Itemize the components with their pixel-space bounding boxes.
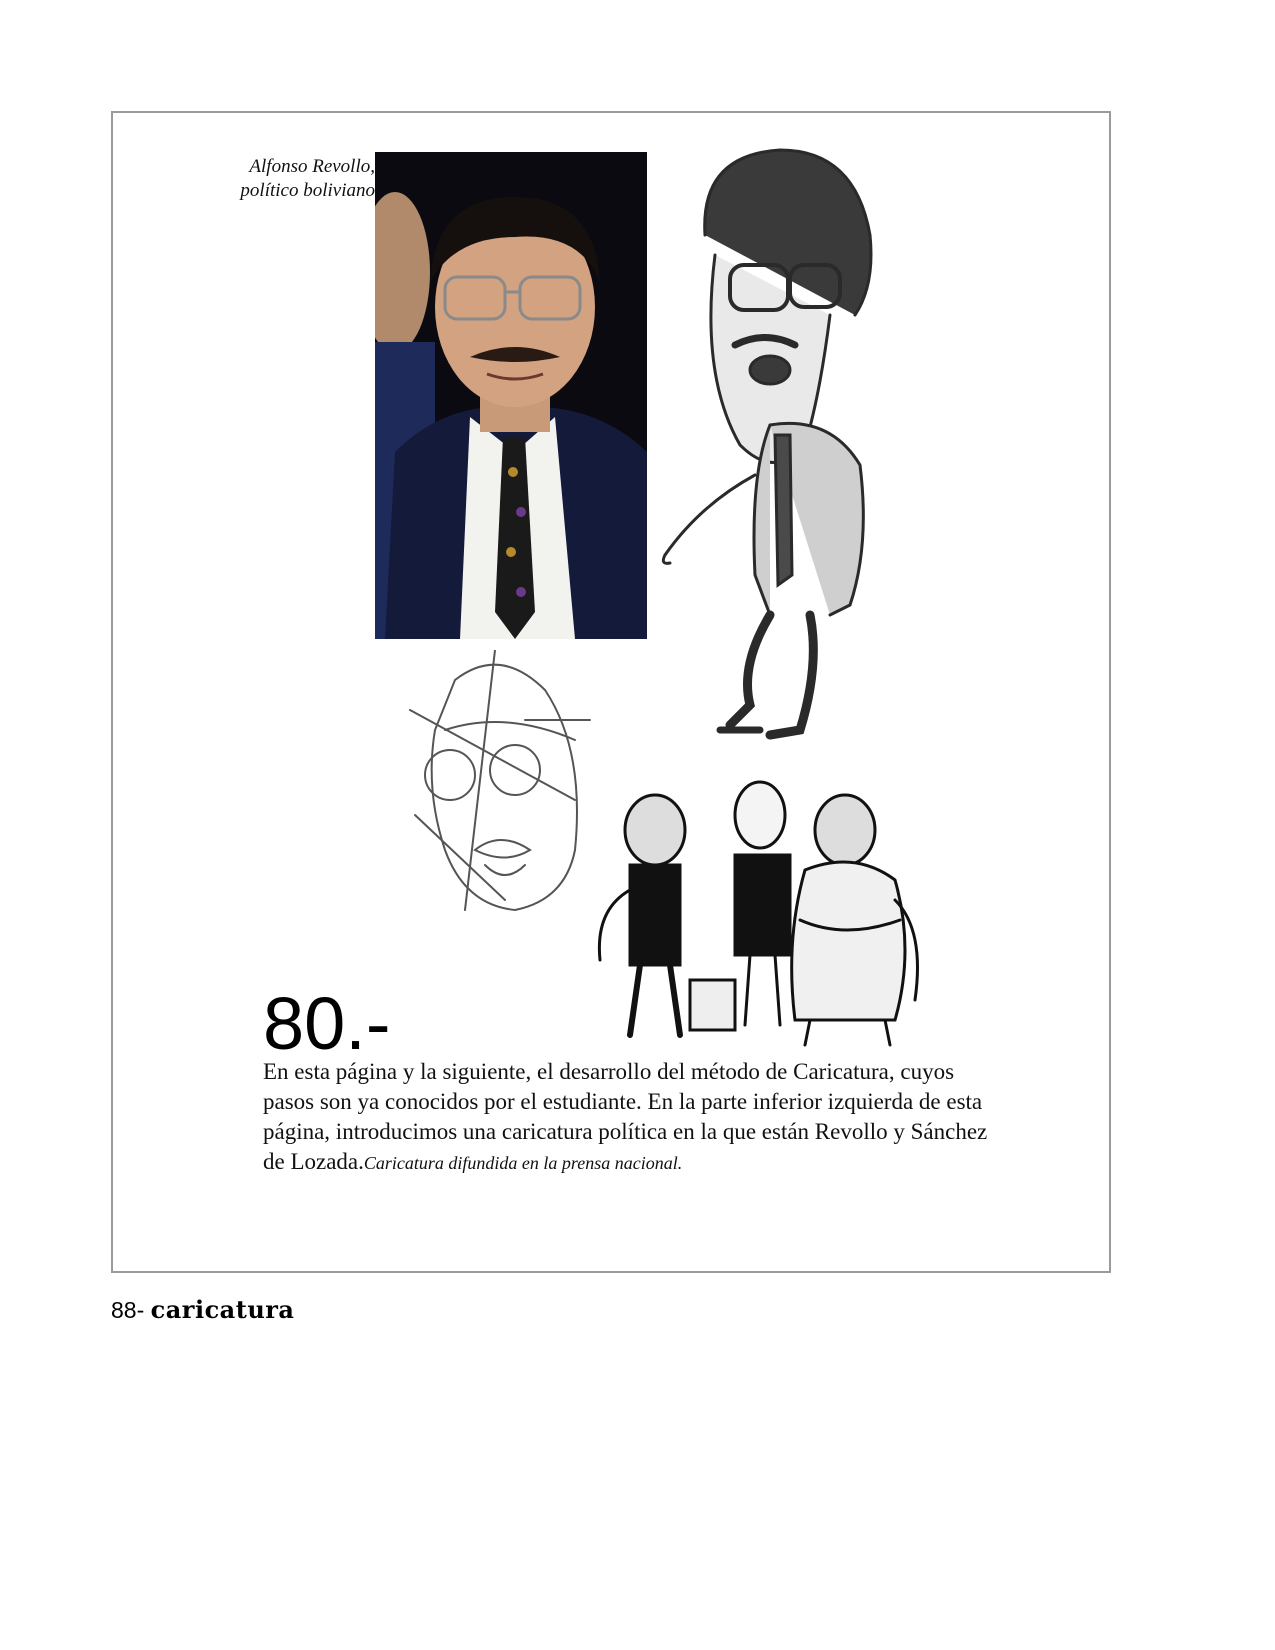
section-number: 80.-: [263, 982, 391, 1065]
construction-sketch: [405, 650, 595, 920]
body-paragraph: [263, 1057, 1003, 1178]
caption-line-1: Alfonso Revollo,: [249, 156, 375, 177]
political-cartoon-drawing: [595, 780, 935, 1050]
page-footer: [111, 1295, 294, 1324]
page-number: 88-: [111, 1297, 145, 1323]
caricature-full-body-drawing: [660, 145, 905, 765]
caption-line-2: político boliviano: [240, 180, 375, 201]
caricature-full-body: [660, 145, 905, 765]
political-cartoon: [595, 780, 935, 1050]
construction-sketch-drawing: [405, 650, 595, 920]
photo-caption: [175, 155, 375, 203]
photo-portrait-image: [375, 152, 647, 639]
photo-portrait: [375, 152, 647, 639]
body-text: En esta página y la siguiente, el desarrollo del método de Caricatura, cuyos pasos son ya conocidos por el estudiante. En la parte inferior izquierda de esta página, introducimos una caricatura política en la que están Revollo y Sánchez de Lozada.: [263, 1059, 988, 1174]
footer-title: caricatura: [150, 1295, 295, 1324]
citation: Caricatura difundida en la prensa nacional.: [363, 1153, 683, 1173]
